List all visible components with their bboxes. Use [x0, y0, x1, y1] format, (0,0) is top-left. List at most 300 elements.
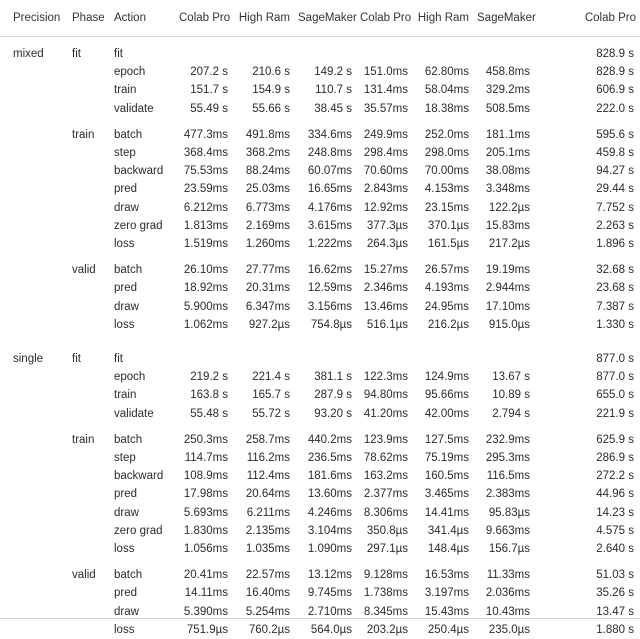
value-cell: 1.738ms: [356, 584, 412, 602]
value-cell: 151.7 s: [175, 81, 232, 99]
header-colab-pro-1: Colab Pro: [175, 0, 232, 37]
value-cell: 6.211ms: [232, 504, 294, 522]
value-cell: 12.92ms: [356, 199, 412, 217]
phase-cell: [64, 81, 106, 99]
value-cell: 127.5ms: [412, 431, 473, 449]
precision-cell: [0, 621, 64, 639]
phase-cell: [64, 540, 106, 558]
value-cell: 205.1ms: [473, 144, 534, 162]
group-gap: [0, 342, 640, 350]
value-cell: 20.31ms: [232, 279, 294, 297]
value-cell: 26.57ms: [412, 261, 473, 279]
value-cell: 55.66 s: [232, 100, 294, 118]
header-sagemaker-1: SageMaker: [294, 0, 356, 37]
value-cell: 5.254ms: [232, 603, 294, 621]
precision-cell: [0, 81, 64, 99]
value-cell: 1.222ms: [294, 235, 356, 253]
value-cell: 217.2µs: [473, 235, 534, 253]
value-cell: 154.9 s: [232, 81, 294, 99]
value-cell: 16.53ms: [412, 566, 473, 584]
value-cell: [473, 350, 534, 368]
table-row: [0, 279, 640, 297]
value-cell: 297.1µs: [356, 540, 412, 558]
value-cell: 4.153ms: [412, 180, 473, 198]
table-row: [0, 584, 640, 602]
value-cell: 95.66ms: [412, 386, 473, 404]
phase-cell: [64, 162, 106, 180]
action-cell: train: [106, 81, 175, 99]
value-cell: 915.0µs: [473, 316, 534, 334]
table-row: [0, 504, 640, 522]
value-cell: 114.7ms: [175, 449, 232, 467]
value-cell: 9.745ms: [294, 584, 356, 602]
value-cell: 2.710ms: [294, 603, 356, 621]
phase-cell: [64, 316, 106, 334]
value-cell: 1.062ms: [175, 316, 232, 334]
spacer-cell: [0, 558, 640, 566]
table-bottom-border: [0, 618, 640, 619]
value-cell: 14.41ms: [412, 504, 473, 522]
action-cell: fit: [106, 350, 175, 368]
phase-cell: valid: [64, 566, 106, 584]
precision-cell: [0, 316, 64, 334]
value-cell: 165.7 s: [232, 386, 294, 404]
value-cell: 70.00ms: [412, 162, 473, 180]
value-cell: 163.8 s: [175, 386, 232, 404]
action-cell: validate: [106, 100, 175, 118]
value-cell: 60.07ms: [294, 162, 356, 180]
action-cell: batch: [106, 431, 175, 449]
value-cell: 9.128ms: [356, 566, 412, 584]
value-cell: 334.6ms: [294, 126, 356, 144]
precision-cell: [0, 63, 64, 81]
value-cell: 122.3ms: [356, 368, 412, 386]
phase-cell: [64, 298, 106, 316]
precision-cell: [0, 162, 64, 180]
header-phase: Phase: [64, 0, 106, 37]
value-cell: 156.7µs: [473, 540, 534, 558]
value-cell: 2.944ms: [473, 279, 534, 297]
phase-gap: [0, 423, 640, 431]
action-cell: train: [106, 386, 175, 404]
action-cell: backward: [106, 162, 175, 180]
phase-cell: [64, 504, 106, 522]
value-cell: 2.640 s: [534, 540, 640, 558]
precision-cell: [0, 279, 64, 297]
action-cell: fit: [106, 45, 175, 63]
precision-cell: [0, 504, 64, 522]
value-cell: 12.59ms: [294, 279, 356, 297]
value-cell: 19.19ms: [473, 261, 534, 279]
value-cell: 4.176ms: [294, 199, 356, 217]
precision-cell: [0, 449, 64, 467]
value-cell: 58.04ms: [412, 81, 473, 99]
value-cell: 8.345ms: [356, 603, 412, 621]
value-cell: 828.9 s: [534, 45, 640, 63]
phase-cell: train: [64, 431, 106, 449]
value-cell: 3.348ms: [473, 180, 534, 198]
value-cell: 110.7 s: [294, 81, 356, 99]
value-cell: 368.4ms: [175, 144, 232, 162]
value-cell: 25.03ms: [232, 180, 294, 198]
table-row: [0, 485, 640, 503]
value-cell: 927.2µs: [232, 316, 294, 334]
value-cell: 13.12ms: [294, 566, 356, 584]
phase-cell: [64, 279, 106, 297]
table-row: [0, 126, 640, 144]
value-cell: 20.41ms: [175, 566, 232, 584]
value-cell: 20.64ms: [232, 485, 294, 503]
phase-cell: [64, 467, 106, 485]
precision-cell: [0, 540, 64, 558]
phase-cell: [64, 180, 106, 198]
table-row: [0, 431, 640, 449]
phase-cell: [64, 621, 106, 639]
value-cell: 22.57ms: [232, 566, 294, 584]
spacer-cell: [0, 37, 640, 46]
table-row: [0, 350, 640, 368]
value-cell: 15.43ms: [412, 603, 473, 621]
action-cell: backward: [106, 467, 175, 485]
value-cell: 751.9µs: [175, 621, 232, 639]
precision-cell: single: [0, 350, 64, 368]
value-cell: [412, 350, 473, 368]
value-cell: 181.6ms: [294, 467, 356, 485]
value-cell: [294, 45, 356, 63]
table-row: [0, 316, 640, 334]
value-cell: 207.2 s: [175, 63, 232, 81]
value-cell: 131.4ms: [356, 81, 412, 99]
precision-cell: [0, 386, 64, 404]
action-cell: epoch: [106, 368, 175, 386]
value-cell: 35.57ms: [356, 100, 412, 118]
action-cell: loss: [106, 316, 175, 334]
value-cell: 122.2µs: [473, 199, 534, 217]
action-cell: epoch: [106, 63, 175, 81]
value-cell: 3.615ms: [294, 217, 356, 235]
value-cell: 23.15ms: [412, 199, 473, 217]
value-cell: 516.1µs: [356, 316, 412, 334]
value-cell: [412, 45, 473, 63]
phase-cell: valid: [64, 261, 106, 279]
value-cell: 877.0 s: [534, 350, 640, 368]
value-cell: 222.0 s: [534, 100, 640, 118]
value-cell: 10.43ms: [473, 603, 534, 621]
value-cell: 1.519ms: [175, 235, 232, 253]
action-cell: loss: [106, 235, 175, 253]
precision-cell: [0, 485, 64, 503]
precision-cell: [0, 522, 64, 540]
value-cell: 1.813ms: [175, 217, 232, 235]
precision-cell: [0, 261, 64, 279]
table-row: [0, 386, 640, 404]
value-cell: 477.3ms: [175, 126, 232, 144]
value-cell: 1.035ms: [232, 540, 294, 558]
spacer-cell: [0, 423, 640, 431]
precision-cell: [0, 431, 64, 449]
value-cell: 15.27ms: [356, 261, 412, 279]
header-high-ram-2: High Ram: [412, 0, 473, 37]
table-row: [0, 100, 640, 118]
value-cell: [232, 350, 294, 368]
value-cell: 2.383ms: [473, 485, 534, 503]
value-cell: [473, 45, 534, 63]
table-row: [0, 45, 640, 63]
value-cell: 93.20 s: [294, 405, 356, 423]
value-cell: 18.38ms: [412, 100, 473, 118]
value-cell: 2.036ms: [473, 584, 534, 602]
value-cell: 329.2ms: [473, 81, 534, 99]
value-cell: 3.465ms: [412, 485, 473, 503]
action-cell: loss: [106, 540, 175, 558]
action-cell: zero grad: [106, 522, 175, 540]
table-row: [0, 540, 640, 558]
value-cell: 27.77ms: [232, 261, 294, 279]
value-cell: 70.60ms: [356, 162, 412, 180]
value-cell: 1.830ms: [175, 522, 232, 540]
phase-gap: [0, 118, 640, 126]
precision-cell: mixed: [0, 45, 64, 63]
value-cell: 108.9ms: [175, 467, 232, 485]
value-cell: 828.9 s: [534, 63, 640, 81]
spacer-cell: [0, 334, 640, 342]
value-cell: [232, 45, 294, 63]
value-cell: 16.40ms: [232, 584, 294, 602]
value-cell: 1.260ms: [232, 235, 294, 253]
header-sagemaker-2: SageMaker: [473, 0, 534, 37]
precision-cell: [0, 467, 64, 485]
value-cell: 2.263 s: [534, 217, 640, 235]
value-cell: 508.5ms: [473, 100, 534, 118]
value-cell: 16.65ms: [294, 180, 356, 198]
value-cell: 94.80ms: [356, 386, 412, 404]
value-cell: 272.2 s: [534, 467, 640, 485]
table-row: [0, 298, 640, 316]
value-cell: 2.135ms: [232, 522, 294, 540]
phase-cell: [64, 522, 106, 540]
action-cell: pred: [106, 584, 175, 602]
phase-cell: [64, 100, 106, 118]
value-cell: 235.0µs: [473, 621, 534, 639]
action-cell: draw: [106, 603, 175, 621]
value-cell: 123.9ms: [356, 431, 412, 449]
value-cell: 2.794 s: [473, 405, 534, 423]
phase-gap: [0, 558, 640, 566]
value-cell: 23.59ms: [175, 180, 232, 198]
value-cell: 249.9ms: [356, 126, 412, 144]
table-row: [0, 235, 640, 253]
precision-cell: [0, 126, 64, 144]
value-cell: 232.9ms: [473, 431, 534, 449]
value-cell: 55.48 s: [175, 405, 232, 423]
value-cell: [175, 350, 232, 368]
precision-cell: [0, 217, 64, 235]
value-cell: 221.4 s: [232, 368, 294, 386]
value-cell: 6.212ms: [175, 199, 232, 217]
value-cell: 381.1 s: [294, 368, 356, 386]
value-cell: 1.056ms: [175, 540, 232, 558]
precision-cell: [0, 405, 64, 423]
header-high-ram-1: High Ram: [232, 0, 294, 37]
phase-cell: fit: [64, 350, 106, 368]
value-cell: 13.47 s: [534, 603, 640, 621]
value-cell: 16.62ms: [294, 261, 356, 279]
action-cell: pred: [106, 485, 175, 503]
precision-cell: [0, 235, 64, 253]
value-cell: 250.3ms: [175, 431, 232, 449]
value-cell: 2.843ms: [356, 180, 412, 198]
value-cell: [294, 350, 356, 368]
value-cell: 32.68 s: [534, 261, 640, 279]
top-spacer: [0, 37, 640, 46]
value-cell: 1.090ms: [294, 540, 356, 558]
precision-cell: [0, 199, 64, 217]
action-cell: draw: [106, 298, 175, 316]
value-cell: 221.9 s: [534, 405, 640, 423]
value-cell: 10.89 s: [473, 386, 534, 404]
value-cell: 286.9 s: [534, 449, 640, 467]
spacer-cell: [0, 118, 640, 126]
value-cell: 4.193ms: [412, 279, 473, 297]
value-cell: 298.0ms: [412, 144, 473, 162]
value-cell: 2.346ms: [356, 279, 412, 297]
value-cell: 181.1ms: [473, 126, 534, 144]
value-cell: 55.49 s: [175, 100, 232, 118]
table-row: [0, 621, 640, 639]
table-row: [0, 449, 640, 467]
value-cell: 112.4ms: [232, 467, 294, 485]
value-cell: 9.663ms: [473, 522, 534, 540]
table-row: [0, 261, 640, 279]
value-cell: 264.3µs: [356, 235, 412, 253]
value-cell: 219.2 s: [175, 368, 232, 386]
value-cell: 5.390ms: [175, 603, 232, 621]
phase-cell: [64, 485, 106, 503]
value-cell: 15.83ms: [473, 217, 534, 235]
action-cell: draw: [106, 199, 175, 217]
spacer-cell: [0, 342, 640, 350]
value-cell: 151.0ms: [356, 63, 412, 81]
value-cell: 377.3µs: [356, 217, 412, 235]
value-cell: 88.24ms: [232, 162, 294, 180]
value-cell: 287.9 s: [294, 386, 356, 404]
value-cell: 26.10ms: [175, 261, 232, 279]
value-cell: 13.46ms: [356, 298, 412, 316]
phase-cell: fit: [64, 45, 106, 63]
value-cell: 877.0 s: [534, 368, 640, 386]
value-cell: [175, 45, 232, 63]
value-cell: 370.1µs: [412, 217, 473, 235]
precision-cell: [0, 584, 64, 602]
group-gap: [0, 334, 640, 342]
precision-cell: [0, 100, 64, 118]
value-cell: 625.9 s: [534, 431, 640, 449]
table-row: [0, 566, 640, 584]
value-cell: 5.693ms: [175, 504, 232, 522]
value-cell: 18.92ms: [175, 279, 232, 297]
action-cell: draw: [106, 504, 175, 522]
value-cell: 3.197ms: [412, 584, 473, 602]
value-cell: 606.9 s: [534, 81, 640, 99]
table-row: [0, 368, 640, 386]
value-cell: 754.8µs: [294, 316, 356, 334]
value-cell: 440.2ms: [294, 431, 356, 449]
value-cell: 8.306ms: [356, 504, 412, 522]
precision-cell: [0, 298, 64, 316]
value-cell: 14.23 s: [534, 504, 640, 522]
value-cell: 595.6 s: [534, 126, 640, 144]
value-cell: 116.5ms: [473, 467, 534, 485]
value-cell: 7.752 s: [534, 199, 640, 217]
value-cell: 2.169ms: [232, 217, 294, 235]
action-cell: batch: [106, 126, 175, 144]
header-action: Action: [106, 0, 175, 37]
value-cell: 298.4ms: [356, 144, 412, 162]
table-row: [0, 162, 640, 180]
value-cell: 258.7ms: [232, 431, 294, 449]
value-cell: 459.8 s: [534, 144, 640, 162]
value-cell: 75.19ms: [412, 449, 473, 467]
table-row: [0, 180, 640, 198]
value-cell: 160.5ms: [412, 467, 473, 485]
header-row: [0, 0, 640, 37]
value-cell: 38.08ms: [473, 162, 534, 180]
precision-cell: [0, 144, 64, 162]
value-cell: 95.83µs: [473, 504, 534, 522]
value-cell: 13.60ms: [294, 485, 356, 503]
phase-cell: [64, 405, 106, 423]
value-cell: 161.5µs: [412, 235, 473, 253]
value-cell: 252.0ms: [412, 126, 473, 144]
phase-cell: [64, 449, 106, 467]
header-precision: Precision: [0, 0, 64, 37]
table-row: [0, 467, 640, 485]
value-cell: 5.900ms: [175, 298, 232, 316]
value-cell: 44.96 s: [534, 485, 640, 503]
value-cell: 1.896 s: [534, 235, 640, 253]
value-cell: 3.156ms: [294, 298, 356, 316]
value-cell: 368.2ms: [232, 144, 294, 162]
value-cell: 250.4µs: [412, 621, 473, 639]
value-cell: 210.6 s: [232, 63, 294, 81]
value-cell: 78.62ms: [356, 449, 412, 467]
value-cell: 75.53ms: [175, 162, 232, 180]
value-cell: 24.95ms: [412, 298, 473, 316]
action-cell: loss: [106, 621, 175, 639]
phase-cell: [64, 368, 106, 386]
value-cell: 94.27 s: [534, 162, 640, 180]
spacer-cell: [0, 253, 640, 261]
value-cell: 295.3ms: [473, 449, 534, 467]
action-cell: step: [106, 449, 175, 467]
header-colab-pro-2: Colab Pro: [356, 0, 412, 37]
table-row: [0, 405, 640, 423]
phase-cell: [64, 235, 106, 253]
value-cell: 163.2ms: [356, 467, 412, 485]
value-cell: 6.347ms: [232, 298, 294, 316]
value-cell: 248.8ms: [294, 144, 356, 162]
precision-cell: [0, 368, 64, 386]
value-cell: 42.00ms: [412, 405, 473, 423]
action-cell: batch: [106, 566, 175, 584]
value-cell: 4.575 s: [534, 522, 640, 540]
value-cell: 38.45 s: [294, 100, 356, 118]
phase-cell: train: [64, 126, 106, 144]
value-cell: 564.0µs: [294, 621, 356, 639]
phase-cell: [64, 584, 106, 602]
value-cell: 1.880 s: [534, 621, 640, 639]
value-cell: 4.246ms: [294, 504, 356, 522]
